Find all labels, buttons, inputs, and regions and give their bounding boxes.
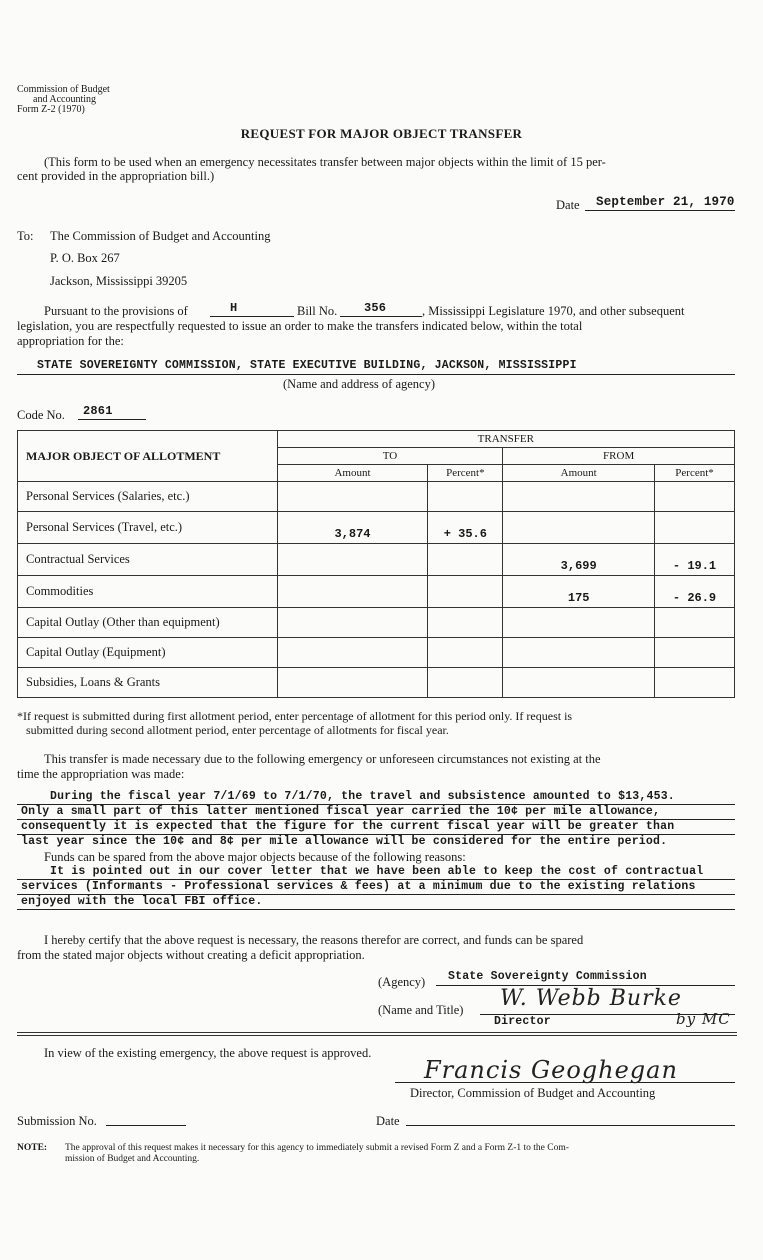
bottom-date-underline (406, 1125, 735, 1126)
code-underline (78, 419, 146, 420)
footnote-line2: submitted during second allotment period, enter percentage of allotments for fiscal year. (26, 723, 449, 737)
to-amount-cell (277, 544, 428, 576)
date-underline (585, 210, 735, 211)
pursuant-suffix: , Mississippi Legislature 1970, and other subsequent (422, 304, 685, 318)
from-amount-cell: 3,699 (503, 544, 655, 576)
row-label: Personal Services (Travel, etc.) (18, 512, 278, 544)
agency-caption: (Name and address of agency) (283, 377, 436, 391)
table-row (18, 482, 735, 512)
reason-intro-line1: This transfer is made necessary due to the following emergency or unforeseen circumstances not existing at the (44, 752, 601, 766)
table-row (18, 608, 735, 638)
initials: by MC (676, 1010, 731, 1028)
from-amount-cell (503, 638, 655, 668)
from-amount-cell: 175 (503, 576, 655, 608)
address-line1: The Commission of Budget and Accounting (50, 229, 271, 243)
instructions-line2: cent provided in the appropriation bill.) (17, 169, 215, 183)
to-amount-cell (277, 482, 428, 512)
approval-signature: Francis Geoghegan (424, 1056, 678, 1084)
commission-line2: and Accounting (33, 94, 97, 105)
reason-intro-line2: time the appropriation was made: (17, 767, 185, 781)
col-to: TO (277, 448, 503, 465)
col-from-percent: Percent* (655, 465, 735, 482)
col-to-percent: Percent* (428, 465, 503, 482)
from-percent-cell (655, 482, 735, 512)
to-amount-cell: 3,874 (277, 512, 428, 544)
date-label: Date (556, 198, 580, 212)
approval-caption: Director, Commission of Budget and Accounting (410, 1086, 656, 1100)
pursuant-line2: legislation, you are respectfully requested to issue an order to make the transfers indicated below, within the total (17, 319, 583, 333)
address-line3: Jackson, Mississippi 39205 (50, 274, 188, 288)
to-amount-cell (277, 576, 428, 608)
reason-typed-line2: Only a small part of this latter mentioned fiscal year carried the 10¢ per mile allowance, (21, 805, 661, 818)
to-percent-cell (428, 608, 503, 638)
from-amount-cell (503, 608, 655, 638)
title-value: Director (494, 1015, 551, 1028)
approval-underline (395, 1082, 735, 1083)
code-label: Code No. (17, 408, 65, 422)
to-percent-cell (428, 576, 503, 608)
certify-line1: I hereby certify that the above request is necessary, the reasons therefor are correct, and funds can be spared (44, 933, 584, 947)
col-from: FROM (503, 448, 735, 465)
row-label: Contractual Services (18, 544, 278, 576)
to-percent-cell (428, 668, 503, 698)
bill-label: Bill No. (297, 304, 338, 318)
name-title-label: (Name and Title) (378, 1003, 464, 1017)
from-percent-cell (655, 668, 735, 698)
from-percent-cell (655, 512, 735, 544)
note-label: NOTE: (17, 1143, 48, 1153)
table-row (18, 544, 735, 576)
to-amount-cell (277, 668, 428, 698)
footnote-line1: *If request is submitted during first allotment period, enter percentage of allotment for this period only. If request is (17, 709, 573, 723)
certify-line2: from the stated major objects without creating a deficit appropriation. (17, 948, 365, 962)
code-value: 2861 (83, 404, 113, 418)
to-percent-cell (428, 482, 503, 512)
address-line2: P. O. Box 267 (50, 251, 120, 265)
from-percent-cell (655, 608, 735, 638)
form-id: Form Z-2 (1970) (17, 104, 85, 115)
agency-sig-label: (Agency) (378, 975, 426, 989)
funds-typed-line2: services (Informants - Professional services & fees) at a minimum due to the existing relations (21, 880, 696, 893)
director-signature: W. Webb Burke (500, 986, 682, 1011)
col-transfer: TRANSFER (277, 431, 734, 448)
note-line1: The approval of this request makes it necessary for this agency to immediately submit a revised Form Z and a Form Z-1 to the Com- (65, 1143, 569, 1153)
from-percent-cell (655, 638, 735, 668)
row-label: Commodities (18, 576, 278, 608)
table-row (18, 638, 735, 668)
from-percent-cell: - 19.1 (655, 544, 735, 576)
agency-value: STATE SOVEREIGNTY COMMISSION, STATE EXECUTIVE BUILDING, JACKSON, MISSISSIPPI (37, 359, 577, 372)
page-title: REQUEST FOR MAJOR OBJECT TRANSFER (240, 126, 523, 141)
date-value: September 21, 1970 (596, 195, 735, 209)
to-percent-cell (428, 544, 503, 576)
pursuant-line3: appropriation for the: (17, 334, 124, 348)
from-amount-cell (503, 512, 655, 544)
from-amount-cell (503, 482, 655, 512)
to-label: To: (17, 229, 34, 243)
from-amount-cell (503, 668, 655, 698)
chamber-underline (210, 316, 294, 317)
bill-no-value: 356 (364, 301, 387, 315)
double-rule (17, 1032, 737, 1036)
to-percent-cell: + 35.6 (428, 512, 503, 544)
funds-typed-line1: It is pointed out in our cover letter that we have been able to keep the cost of contractual (50, 865, 704, 878)
table-row (18, 576, 735, 608)
agency-sig-value: State Sovereignty Commission (448, 970, 647, 983)
funds-rule3 (17, 909, 735, 910)
to-amount-cell (277, 638, 428, 668)
agency-underline (17, 374, 735, 375)
reason-typed-line3: consequently it is expected that the figure for the current fiscal year will be greater than (21, 820, 675, 833)
row-label: Capital Outlay (Equipment) (18, 638, 278, 668)
reason-typed-line1: During the fiscal year 7/1/69 to 7/1/70, the travel and subsistence amounted to $13,453. (50, 790, 675, 803)
reason-typed-line4: last year since the 10¢ and 8¢ per mile allowance will be considered for the entire period. (21, 835, 668, 848)
bottom-date-label: Date (376, 1114, 400, 1128)
submission-underline (106, 1125, 186, 1126)
allotment-table (17, 430, 735, 698)
table-row (18, 668, 735, 698)
from-percent-cell: - 26.9 (655, 576, 735, 608)
chamber-value: H (230, 301, 238, 315)
col-from-amount: Amount (503, 465, 655, 482)
row-label: Subsidies, Loans & Grants (18, 668, 278, 698)
row-label: Personal Services (Salaries, etc.) (18, 482, 278, 512)
approval-text: In view of the existing emergency, the above request is approved. (44, 1046, 372, 1060)
bill-underline (340, 316, 422, 317)
submission-label: Submission No. (17, 1114, 97, 1128)
col-to-amount: Amount (277, 465, 428, 482)
funds-intro: Funds can be spared from the above major objects because of the following reasons: (44, 850, 466, 864)
to-amount-cell (277, 608, 428, 638)
table-row (18, 512, 735, 544)
col-major-object: MAJOR OBJECT OF ALLOTMENT (18, 431, 278, 482)
note-line2: mission of Budget and Accounting. (65, 1154, 200, 1164)
row-label: Capital Outlay (Other than equipment) (18, 608, 278, 638)
commission-line1: Commission of Budget (17, 84, 110, 95)
to-percent-cell (428, 638, 503, 668)
pursuant-prefix: Pursuant to the provisions of (44, 304, 188, 318)
instructions-line1: (This form to be used when an emergency necessitates transfer between major objects within the limit of 15 per- (44, 155, 606, 169)
funds-typed-line3: enjoyed with the local FBI office. (21, 895, 263, 908)
